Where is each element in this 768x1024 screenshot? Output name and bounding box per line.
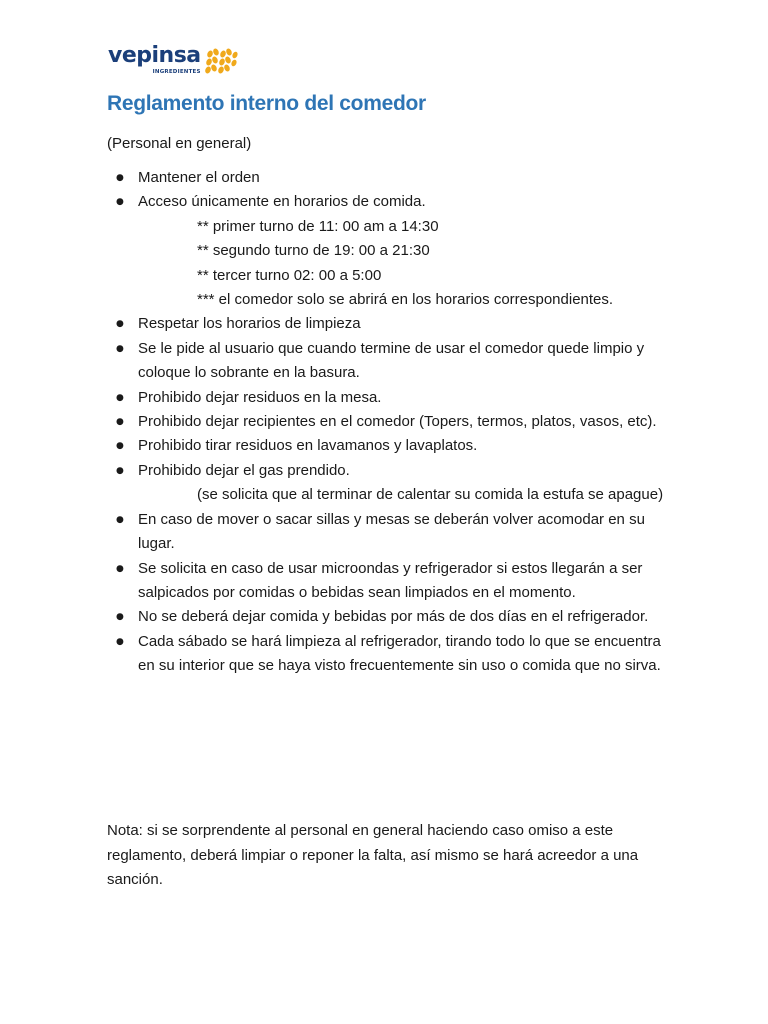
document-audience: (Personal en general) [107,135,252,152]
rule-text: Acceso únicamente en horarios de comida. [138,193,426,211]
logo-wordmark [108,44,201,75]
rule-text: Prohibido dejar residuos en la mesa. [138,388,382,406]
rule-text: Cada sábado se hará limpieza al refrigerador, tirando todo lo que se encuentra en su interior que se haya visto frecuentemente sin uso o comida que no sirva. [138,632,661,675]
rule-text: No se deberá dejar comida y bebidas por más de dos días en el refrigerador. [138,608,649,626]
rule-text: Se solicita en caso de usar microondas y refrigerador si estos llegarán a ser salpicados por comidas o bebidas sean limpiados en el momento. [138,559,643,601]
rules-list [107,166,667,679]
rule-item [107,410,667,434]
rule-text: Respetar los horarios de limpieza [138,315,361,333]
rule-text: Se le pide al usuario que cuando termine de usar el comedor quede limpio y coloque lo sobrante en la basura. [138,339,645,382]
rule-item [107,605,667,629]
rule-item [107,386,667,410]
document-note: Nota: si se sorprendente al personal en general haciendo caso omiso a este reglamento, deberá limpiar o reponer la falta, así mismo se hará acreedor a una sanción. [107,822,639,888]
wheat-grain-icon [205,47,239,77]
rule-item [107,166,667,190]
rule-detail: ** tercer turno 02: 00 a 5:00 [197,266,382,284]
document-title: Reglamento interno del comedor [107,92,426,115]
rule-text: Prohibido dejar el gas prendido. [138,461,350,479]
rule-detail: ** segundo turno de 19: 00 a 21:30 [197,242,430,260]
rule-item [107,434,667,458]
rule-item [107,557,667,606]
rule-item [107,312,667,336]
rule-text: En caso de mover o sacar sillas y mesas se deberán volver acomodar en su lugar. [138,510,645,553]
rule-item [107,508,667,557]
rule-text: Prohibido tirar residuos en lavamanos y lavaplatos. [138,437,478,455]
rule-item [107,459,667,508]
rule-text: Mantener el orden [138,169,260,186]
rule-item [107,190,667,312]
rule-detail: *** el comedor solo se abrirá en los horarios correspondientes. [197,291,614,309]
logo-subtitle: INGREDIENTES [152,69,201,75]
rule-item [107,337,667,386]
logo-name: vepinsa [108,43,201,68]
company-logo [108,44,239,84]
rule-text: Prohibido dejar recipientes en el comedor (Topers, termos, platos, vasos, etc). [138,413,657,431]
rule-detail: ** primer turno de 11: 00 am a 14:30 [197,217,439,235]
rule-detail: (se solicita que al terminar de calentar su comida la estufa se apague) [197,486,664,504]
rule-item [107,630,667,679]
